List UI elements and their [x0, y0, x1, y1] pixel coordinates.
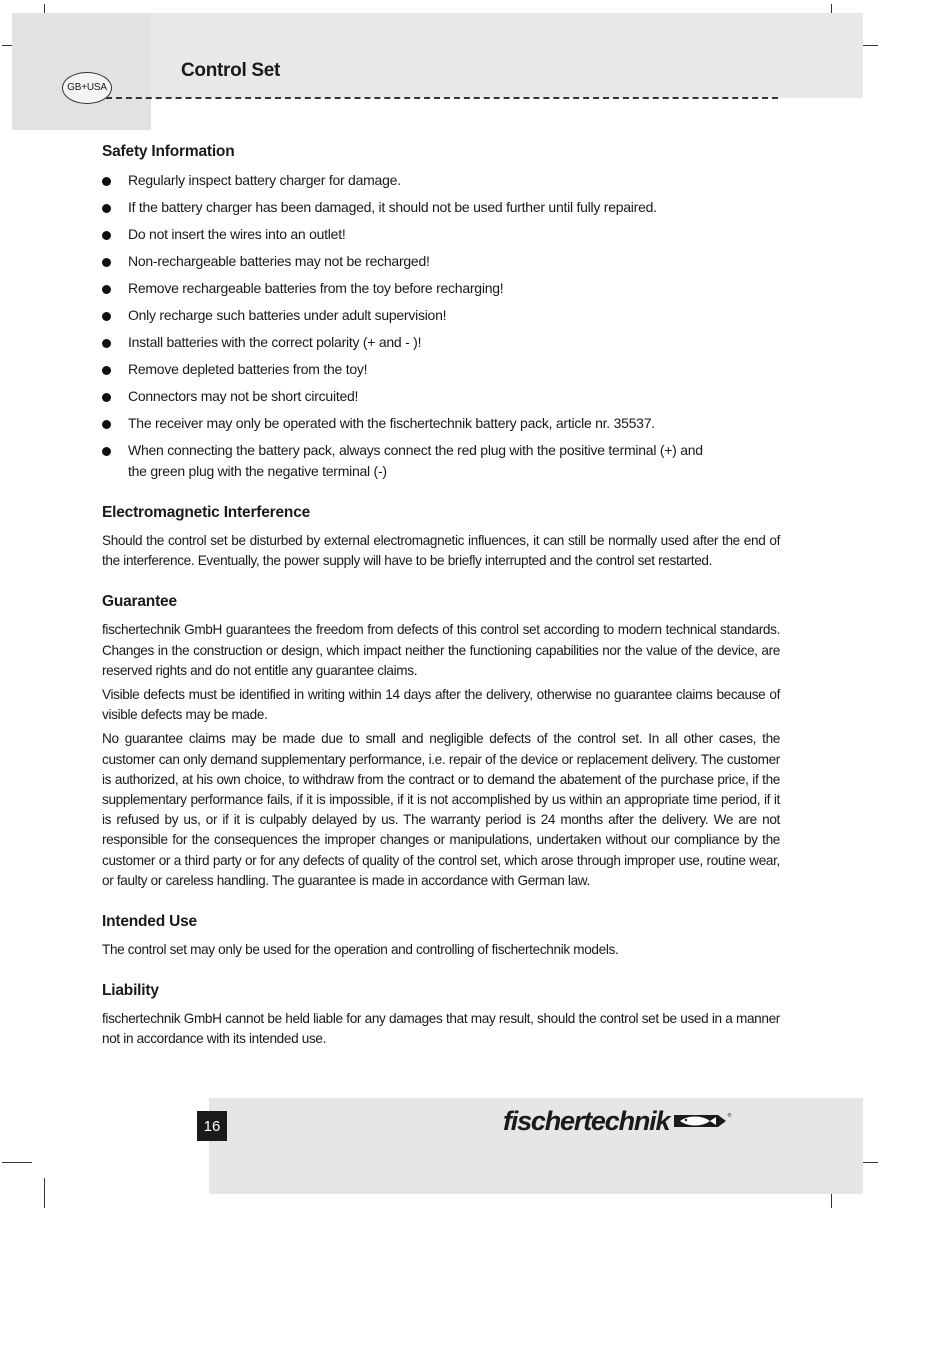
paragraph: Visible defects must be identified in writing within 14 days after the delivery, otherwise no guarantee claims because of visible defects may be made. [102, 687, 780, 723]
list-item: Only recharge such batteries under adult supervision! [102, 305, 780, 326]
page-number: 16 [197, 1111, 227, 1141]
list-item: Install batteries with the correct polarity (+ and - )! [102, 332, 780, 353]
paragraph: The control set may only be used for the operation and controlling of fischertechnik models. [102, 942, 619, 958]
svg-text:®: ® [727, 1112, 733, 1119]
paragraph: fischertechnik GmbH guarantees the freedom from defects of this control set according to modern technical standards. Changes in the construction or design, which impact neither the functioning capabilities nor the value of the device, are reserved rights and do not entitle any guarantee claims. [102, 622, 780, 678]
page-title: Control Set [181, 60, 281, 81]
section-heading: Electromagnetic Interference [102, 504, 311, 521]
list-item: Remove depleted batteries from the toy! [102, 359, 780, 380]
fish-logo-icon [672, 1111, 733, 1136]
section-liability [102, 982, 780, 1049]
paragraph: No guarantee claims may be made due to small and negligible defects of the control set. In all other cases, the customer can only demand supplementary performance, i.e. repair of the device or replacement delivery. The customer is authorized, at his own choice, to withdraw from the contract or to demand the abatement of the purchase price, if the supplementary performance fails, if it is impossible, if it is not accomplished by us within an appropriate time period, if it is refused by us, or if it is culpably delayed by us. The warranty period is 24 months after the delivery. We are not responsible for the consequences the improper changes or manipulations, undertaken without our compliance by the customer or a third party or for any defects of quality of the control set, which arose through improper use, routine wear, or faulty or careless handling. The guarantee is made in accordance with German law. [102, 731, 780, 888]
list-item: When connecting the battery pack, always connect the red plug with the positive terminal (+) and the green plug with the negative terminal (-) [102, 440, 780, 482]
section-heading: Liability [102, 982, 159, 1000]
language-badge: GB+USA [62, 72, 112, 104]
paragraph: fischertechnik GmbH cannot be held liable for any damages that may result, should the control set be used in a manner not in accordance with its intended use. [102, 1011, 780, 1047]
list-item: Remove rechargeable batteries from the toy before recharging! [102, 278, 780, 299]
list-item: Do not insert the wires into an outlet! [102, 224, 780, 245]
crop-mark [44, 1178, 45, 1208]
list-item: If the battery charger has been damaged, it should not be used further until fully repaired. [102, 197, 780, 218]
header-dashed-divider [106, 97, 778, 99]
brand-wordmark: fischertechnik [503, 1105, 670, 1136]
paragraph: Should the control set be disturbed by external electromagnetic influences, it can still be normally used after the end of the interference. Eventually, the power supply will have to be briefly interrupted and the control set restarted. [102, 533, 780, 569]
section-electromagnetic-interference [102, 504, 780, 571]
list-item: Regularly inspect battery charger for damage. [102, 170, 780, 191]
header-band [151, 13, 863, 98]
section-safety [102, 143, 780, 482]
list-item: Connectors may not be short circuited! [102, 386, 780, 407]
section-heading: Guarantee [102, 593, 177, 611]
section-guarantee [102, 593, 780, 891]
brand-logo [503, 1104, 733, 1138]
page-content [102, 143, 780, 1054]
section-intended-use [102, 913, 780, 960]
section-heading: Intended Use [102, 913, 197, 931]
list-item: The receiver may only be operated with the fischertechnik battery pack, article nr. 35537. [102, 413, 780, 434]
crop-mark [2, 1162, 32, 1163]
section-heading: Safety Information [102, 143, 235, 160]
list-item: Non-rechargeable batteries may not be recharged! [102, 251, 780, 272]
safety-list [102, 170, 780, 482]
